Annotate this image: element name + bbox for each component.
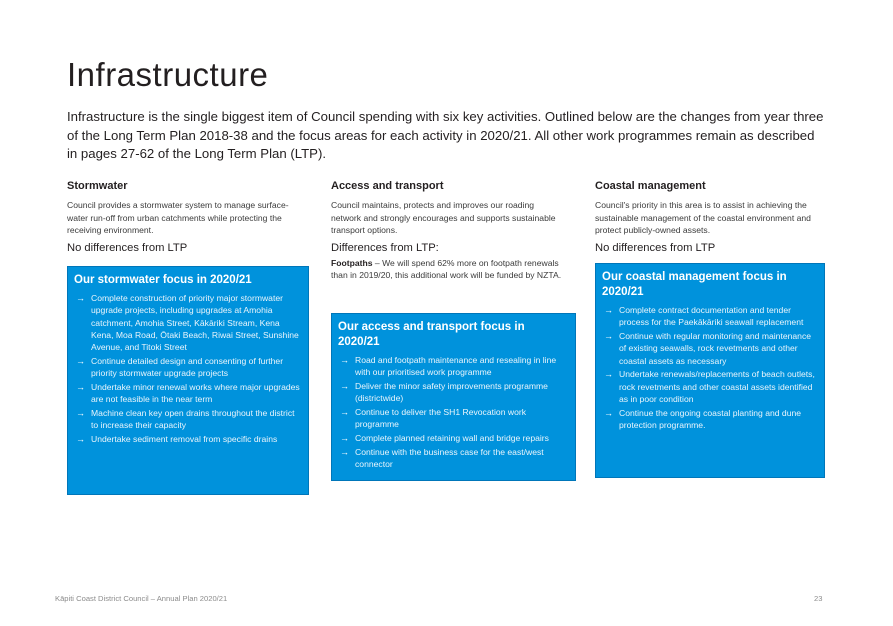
stormwater-focus-list	[74, 292, 302, 446]
arrow-right-icon: →	[340, 447, 349, 458]
list-item	[602, 368, 818, 405]
page-title: Infrastructure	[67, 56, 269, 93]
list-item	[338, 380, 569, 405]
access-transport-focus-title: Our access and transport focus in 2020/21	[338, 321, 525, 348]
arrow-right-icon: →	[76, 382, 85, 393]
footpaths-text: – We will spend 62% more on footpath renewals than in 2019/20, this additional work will be funded by NZTA.	[331, 257, 562, 281]
list-item	[338, 354, 569, 379]
arrow-right-icon: →	[76, 293, 85, 303]
list-item	[74, 381, 302, 406]
arrow-right-icon: →	[604, 369, 613, 380]
arrow-right-icon: →	[340, 355, 349, 365]
list-item	[74, 407, 302, 432]
footer-publication: Kāpiti Coast District Council – Annual Plan 2020/21	[55, 594, 228, 603]
list-item-text: Undertake sediment removal from specific drains	[91, 434, 278, 445]
list-item-text: Continue the ongoing coastal planting and dune protection programme.	[619, 407, 802, 431]
stormwater-heading: Stormwater	[67, 180, 128, 192]
coastal-management-description: Council's priority in this area is to assist in achieving the sustainable management of the coastal environment and protect publicly-owned assets.	[595, 200, 811, 236]
arrow-right-icon: →	[340, 433, 349, 444]
list-item-text: Undertake minor renewal works where major upgrades are not feasible in the near term	[91, 382, 300, 405]
list-item	[74, 292, 302, 353]
coastal-management-focus-title: Our coastal management focus in 2020/21	[602, 271, 787, 298]
list-item-text: Machine clean key open drains throughout the district to increase their capacity	[91, 408, 295, 431]
stormwater-focus-title: Our stormwater focus in 2020/21	[74, 274, 252, 286]
list-item	[338, 406, 569, 431]
list-item	[602, 304, 818, 329]
page-number: 23	[814, 594, 823, 603]
coastal-management-focus-list	[602, 304, 818, 431]
arrow-right-icon: →	[76, 355, 85, 366]
list-item-text: Complete planned retaining wall and bridge repairs	[355, 433, 549, 444]
list-item-text: Road and footpath maintenance and resealing in line with our prioritised work programme	[355, 355, 557, 378]
list-item-text: Complete construction of priority major stormwater upgrade projects, including upgrades at Amohia catchment, Amohia Street, Kākāriki Stream, Kena Kena, Moa Road, Ōtaki Beach, Riwai Street, Sunshine Avenue, and Titoki Street	[91, 293, 299, 353]
arrow-right-icon: →	[604, 331, 613, 342]
access-transport-heading: Access and transport	[331, 180, 444, 192]
stormwater-ltp-differences: No differences from LTP	[67, 241, 188, 254]
access-transport-ltp-differences: Differences from LTP:	[331, 241, 439, 254]
list-item-text: Continue with regular monitoring and maintenance of existing seawalls, rock revetments and other coastal assets as necessary	[619, 331, 812, 366]
access-transport-description: Council maintains, protects and improves our roading network and strongly encourages and supports sustainable transport options.	[331, 200, 556, 236]
stormwater-focus-box	[67, 266, 309, 495]
arrow-right-icon: →	[340, 381, 349, 392]
list-item-text: Continue with the business case for the east/west connector	[355, 447, 544, 470]
stormwater-column	[67, 180, 299, 254]
arrow-right-icon: →	[340, 407, 349, 418]
stormwater-description: Council provides a stormwater system to manage surface-water run-off from urban catchments while protecting the receiving environment.	[67, 200, 289, 236]
list-item	[338, 432, 569, 444]
coastal-management-focus-box	[595, 263, 825, 478]
list-item-text: Continue detailed design and consenting of further priority stormwater upgrade projects	[91, 355, 284, 379]
coastal-management-ltp-differences: No differences from LTP	[595, 241, 716, 254]
list-item-text: Deliver the minor safety improvements programme (districtwide)	[355, 381, 548, 404]
footpaths-label: Footpaths	[331, 257, 373, 268]
list-item	[602, 407, 818, 432]
arrow-right-icon: →	[604, 305, 613, 315]
footpaths-note	[331, 257, 563, 282]
access-transport-focus-box	[331, 313, 576, 481]
coastal-management-column	[595, 180, 827, 254]
list-item	[74, 433, 302, 445]
coastal-management-heading: Coastal management	[595, 180, 706, 192]
list-item-text: Continue to deliver the SH1 Revocation work programme	[355, 407, 527, 430]
list-item	[338, 446, 569, 471]
list-item	[602, 330, 818, 367]
arrow-right-icon: →	[76, 434, 85, 445]
list-item-text: Complete contract documentation and tender process for the Paekākāriki seawall replacement	[619, 305, 804, 328]
access-transport-focus-list	[338, 354, 569, 471]
arrow-right-icon: →	[76, 408, 85, 419]
arrow-right-icon: →	[604, 407, 613, 418]
intro-paragraph: Infrastructure is the single biggest item of Council spending with six key activities. Outlined below are the changes from year three of the Long Term Plan 2018-38 and the focus areas for each activity in 2020/21. All other work programmes remain as described in pages 27-62 of the Long Term Plan (LTP).	[67, 109, 824, 161]
access-transport-column	[331, 180, 563, 281]
list-item-text: Undertake renewals/replacements of beach outlets, rock revetments and other coastal assets identified as in poor condition	[619, 369, 815, 405]
list-item	[74, 355, 302, 380]
